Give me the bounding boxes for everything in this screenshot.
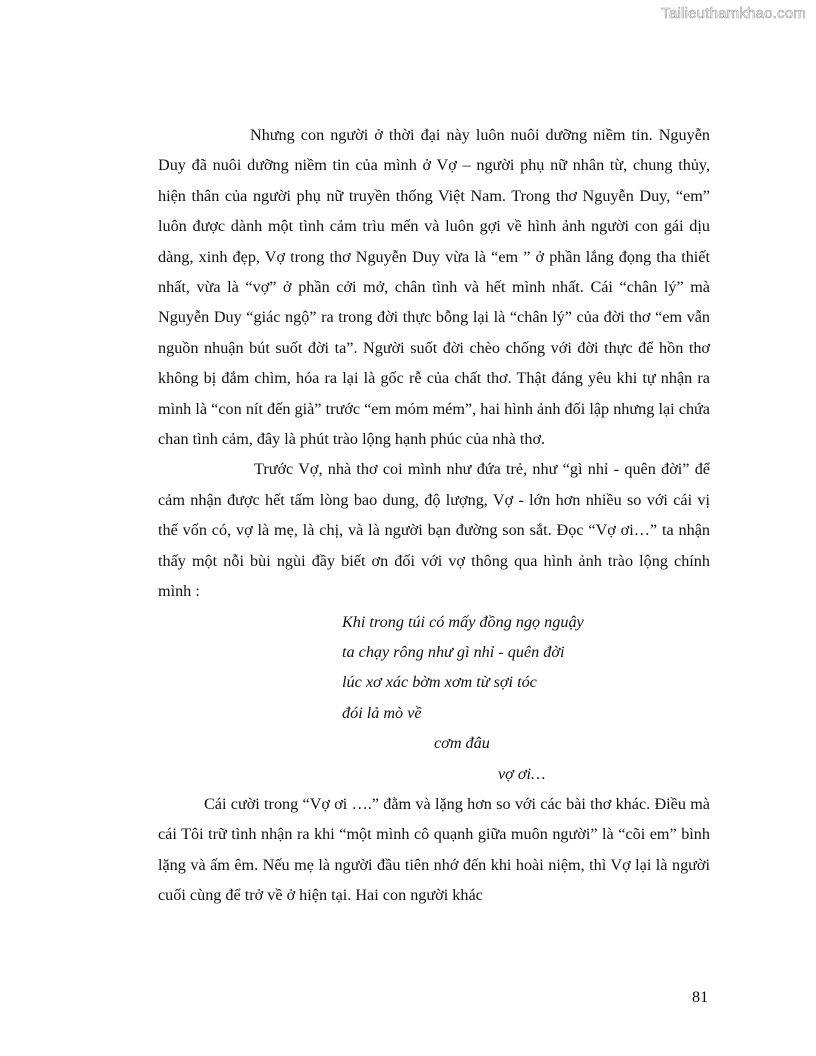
poem-line: vợ ơi… [498, 764, 546, 783]
paragraph-1: Nhưng con người ở thời đại này luôn nuôi dưỡng niềm tin. Nguyễn Duy đã nuôi dưỡng niềm tin của mình ở Vợ – người phụ nữ nhân từ, chung thủy, hiện thân của người phụ nữ truyền thống Việt Nam. Trong thơ Nguyễn Duy, “em” luôn được dành một tình cảm trìu mến và luôn gợi về hình ảnh người con gái dịu dàng, xinh đẹp, Vợ trong thơ Nguyễn Duy vừa là “em ” ở phần lắng đọng tha thiết nhất, vừa là “vợ” ở phần cởi mở, chân tình và hết mình nhất. Cái “chân lý” mà Nguyễn Duy “giác ngộ” ra trong đời thực bỗng lại là “chân lý” của đời thơ “em vẫn nguồn nhuận bút suốt đời ta”. Người suốt đời chèo chống với đời thực để hồn thơ không bị đắm chìm, hóa ra lại là gốc rễ của chất thơ. Thật đáng yêu khi tự nhận ra mình là “con nít đến già” trước “em móm mém”, hai hình ảnh đối lập nhưng lại chứa chan tình cảm, đây là phút trào lộng hạnh phúc của nhà thơ. [158, 126, 710, 449]
paragraph-3: Cái cười trong “Vợ ơi ….” đằm và lặng hơn so với các bài thơ khác. Điều mà cái Tôi trữ tình nhận ra khi “một mình cô quạnh giữa muôn người” là “cõi em” bình lặng và ấm êm. Nếu mẹ là người đầu tiên nhớ đến khi hoài niệm, thì Vợ lại là người cuối cùng để trở về ở hiện tại. Hai con người khác [158, 794, 710, 905]
poem-line: lúc xơ xác bờm xơm từ sợi tóc [342, 673, 537, 692]
poem-excerpt [158, 607, 710, 789]
poem-line: cơm đâu [434, 734, 490, 753]
page-number: 81 [692, 988, 709, 1006]
poem-line: đói lả mò về [342, 703, 422, 722]
watermark-text: Tailieuthamkhao.com [661, 5, 806, 22]
poem-line: Khi trong túi có mấy đồng ngọ nguậy [342, 612, 584, 631]
paragraph-2: Trước Vợ, nhà thơ coi mình như đứa trẻ, như “gì nhỉ - quên đời” để cảm nhận được hết tấm lòng bao dung, độ lượng, Vợ - lớn hơn nhiều so với cái vị thế vốn có, vợ là mẹ, là chị, và là người bạn đường son sắt. Đọc “Vợ ơi…” ta nhận thấy một nỗi bùi ngùi đầy biết ơn đối với vợ thông qua hình ảnh trào lộng chính mình : [158, 460, 710, 601]
poem-line: ta chạy rông như gì nhỉ - quên đời [342, 642, 565, 661]
document-body [158, 120, 710, 911]
